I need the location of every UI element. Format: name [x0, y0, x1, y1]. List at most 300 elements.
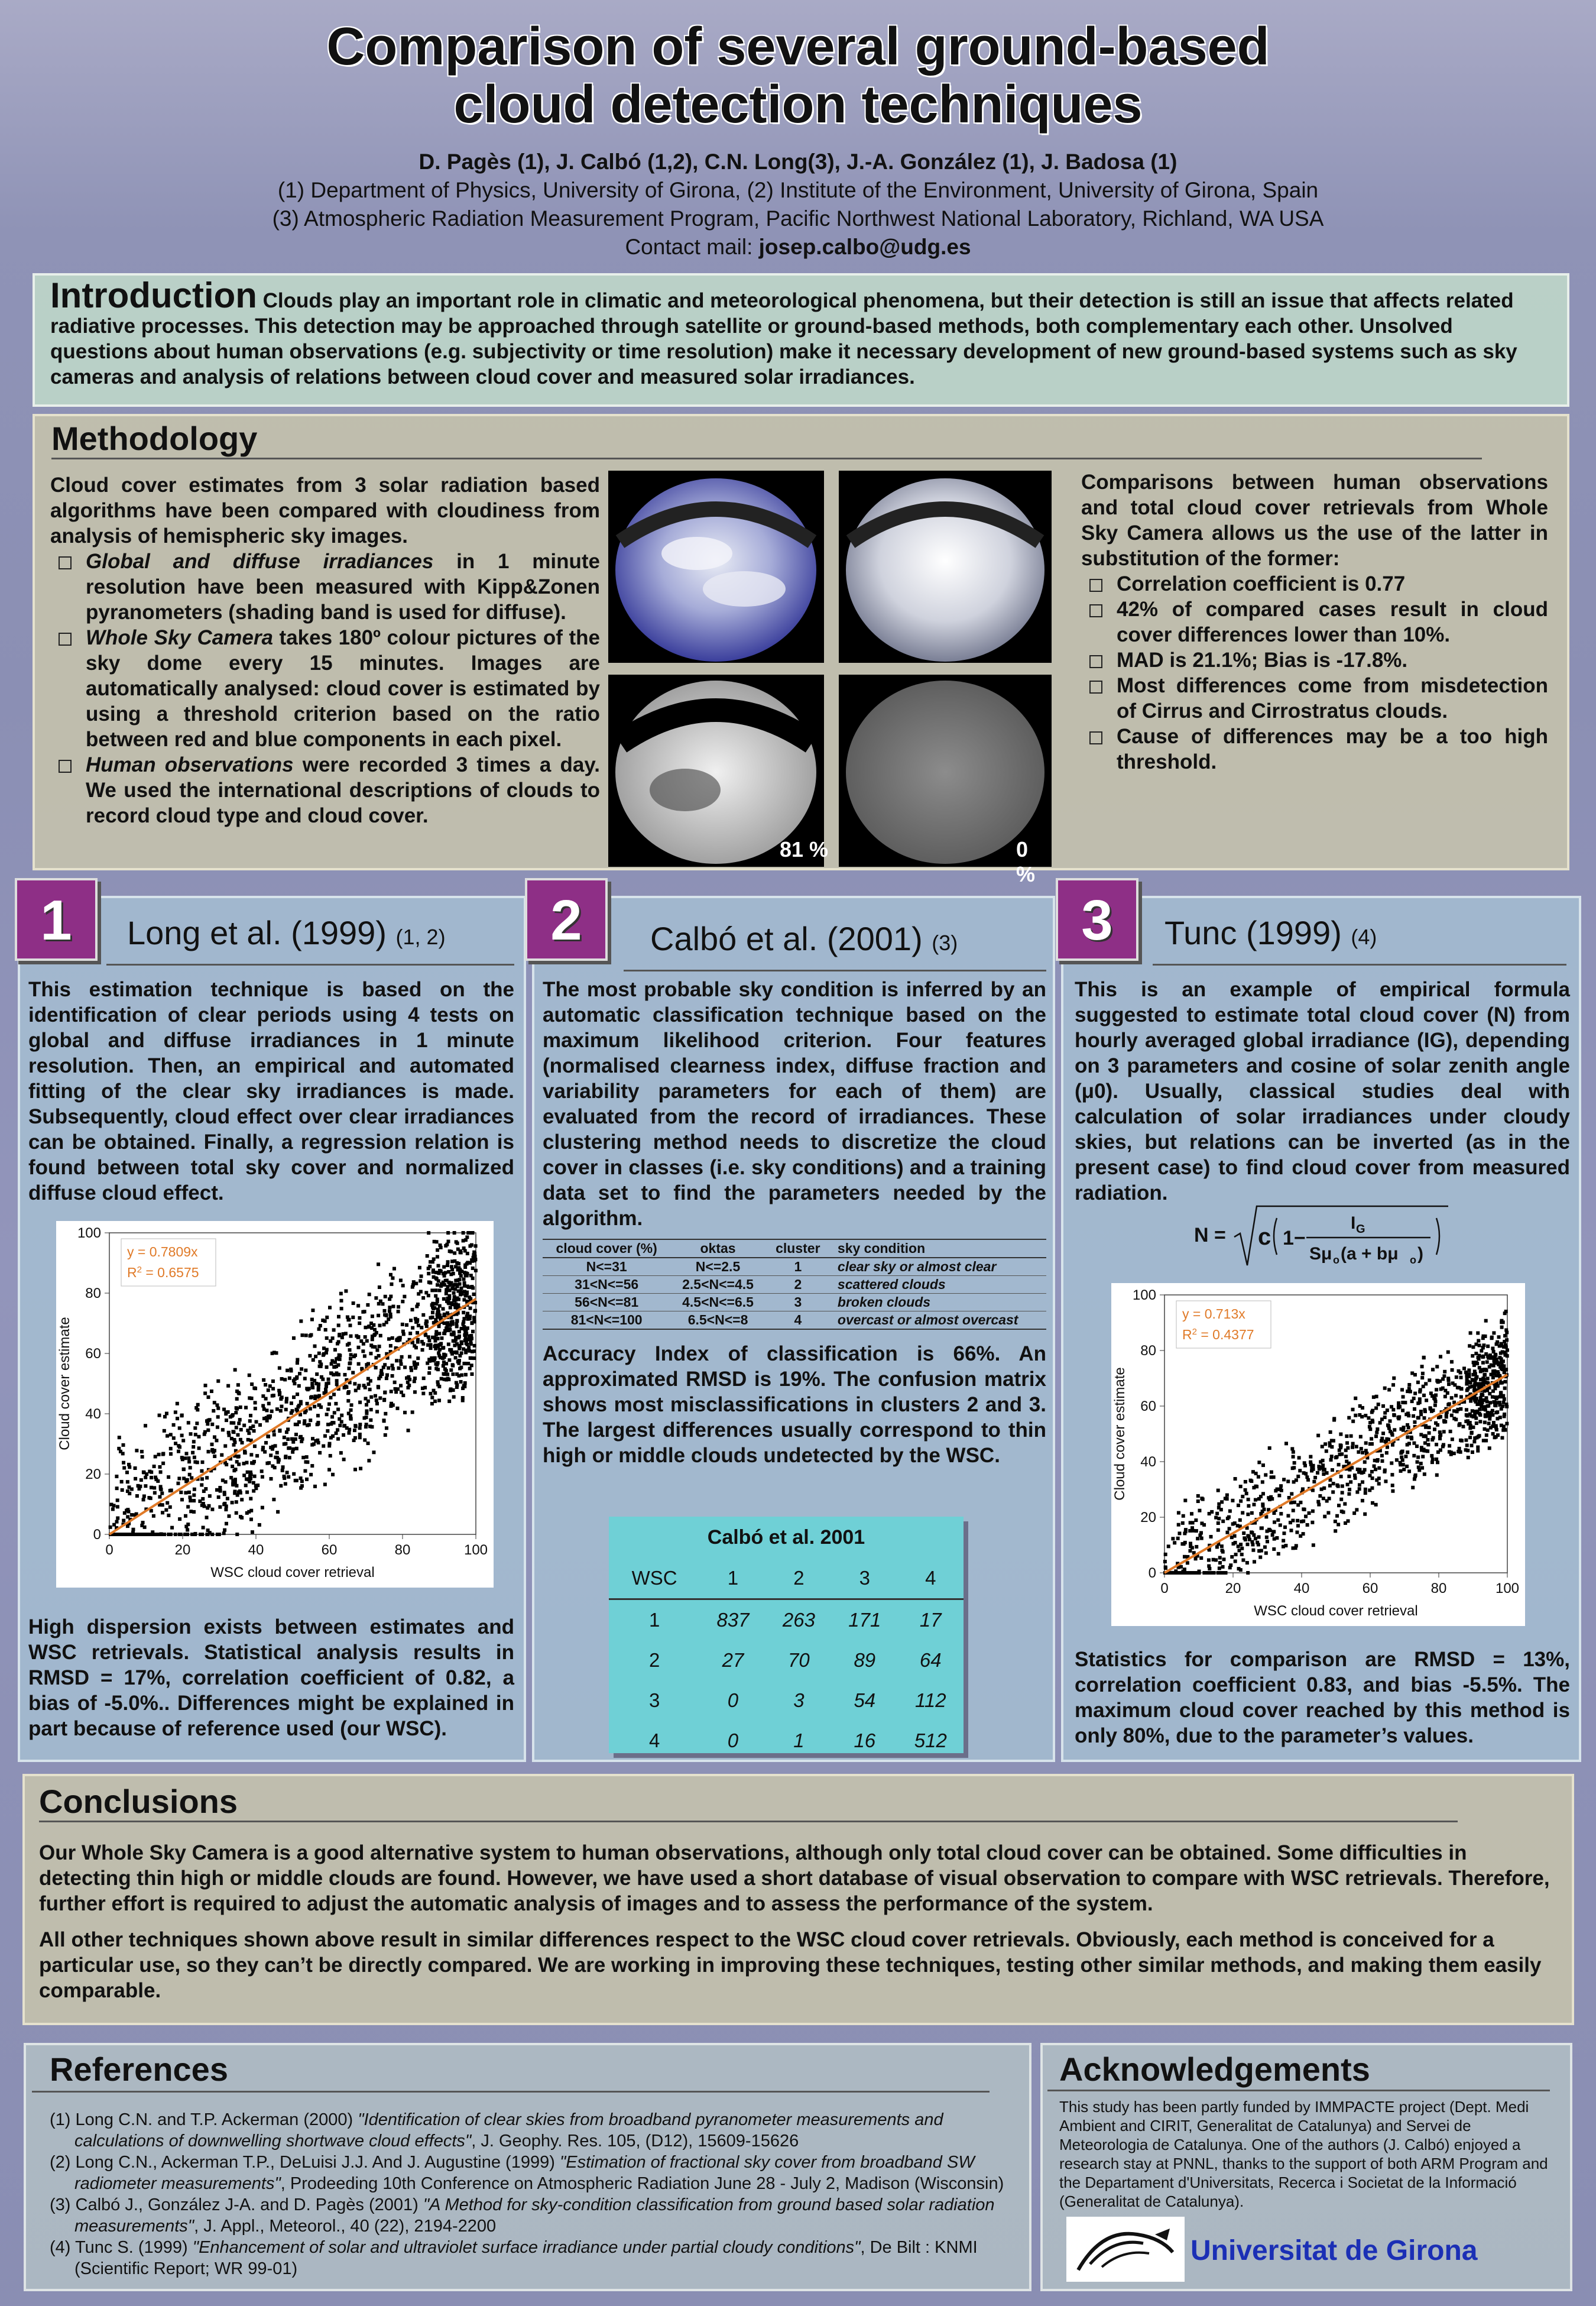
data-point	[231, 1501, 234, 1504]
data-point	[1468, 1421, 1472, 1424]
data-point	[1492, 1363, 1496, 1367]
data-point	[335, 1357, 338, 1361]
data-point	[245, 1491, 249, 1494]
data-point	[202, 1489, 206, 1493]
data-point	[265, 1462, 269, 1465]
data-point	[264, 1383, 267, 1387]
data-point	[1409, 1390, 1412, 1393]
data-point	[1299, 1534, 1302, 1538]
data-point	[208, 1494, 212, 1498]
data-point	[1404, 1455, 1407, 1458]
data-point	[126, 1524, 129, 1528]
contact-email[interactable]: josep.calbo@udg.es	[758, 235, 971, 259]
data-point	[195, 1421, 199, 1425]
data-point	[399, 1359, 403, 1362]
data-point	[348, 1324, 352, 1327]
data-point	[1351, 1442, 1355, 1446]
data-point	[1472, 1440, 1476, 1443]
data-point	[279, 1409, 283, 1413]
data-point	[451, 1372, 455, 1376]
data-point	[1273, 1520, 1276, 1524]
data-point	[1229, 1563, 1232, 1567]
data-point	[1350, 1434, 1353, 1438]
data-point	[1246, 1534, 1250, 1537]
data-point	[205, 1515, 209, 1519]
data-point	[284, 1455, 287, 1458]
data-point	[410, 1369, 413, 1372]
data-point	[235, 1406, 238, 1410]
data-point	[1344, 1521, 1347, 1525]
data-point	[1218, 1566, 1221, 1570]
data-point	[1464, 1448, 1468, 1452]
data-point	[462, 1246, 466, 1250]
data-point	[450, 1352, 454, 1356]
data-point	[469, 1340, 472, 1343]
data-point	[417, 1324, 420, 1327]
data-point	[363, 1438, 366, 1442]
data-point	[1171, 1537, 1175, 1540]
data-point	[1495, 1401, 1498, 1404]
data-point	[1329, 1430, 1332, 1434]
data-point	[1310, 1465, 1313, 1469]
data-point	[115, 1475, 118, 1478]
data-point	[186, 1533, 189, 1536]
data-point	[406, 1376, 409, 1379]
acknowledgements-text: This study has been partly funded by IMMPACTE project (Dept. Medi Ambient and CIRIT, Generalitat de Catalunya) and Servei de Meteorologia de Catalunya. One of the authors (J. Calbó) enjoyed a research stay at PNNL, thanks to the support of both ARM Program and the Departament d'Universitats, Recerca i Societat de la Informació (Generalitat de Catalunya).	[1059, 2098, 1548, 2210]
data-point	[1290, 1447, 1294, 1450]
data-point	[1488, 1446, 1491, 1450]
data-point	[445, 1362, 448, 1365]
data-point	[340, 1414, 343, 1417]
data-point	[1354, 1397, 1357, 1400]
data-point	[377, 1377, 381, 1380]
data-point	[1480, 1349, 1483, 1353]
data-point	[206, 1528, 210, 1532]
data-point	[1357, 1450, 1360, 1454]
table-row: 4 0 1 16 512	[648, 1730, 947, 1751]
data-point	[474, 1244, 478, 1248]
data-point	[1261, 1480, 1264, 1484]
data-point	[122, 1519, 125, 1523]
contact-label: Contact mail:	[625, 235, 759, 259]
data-point	[452, 1291, 456, 1295]
data-point	[262, 1407, 266, 1411]
data-point	[196, 1403, 200, 1407]
data-point	[342, 1433, 345, 1437]
data-point	[284, 1442, 287, 1446]
data-point	[154, 1455, 157, 1458]
data-point	[1220, 1544, 1224, 1548]
data-point	[163, 1429, 166, 1433]
data-point	[218, 1505, 222, 1509]
data-point	[322, 1445, 325, 1448]
data-point	[1494, 1411, 1498, 1414]
data-point	[445, 1369, 448, 1372]
data-point	[278, 1391, 281, 1395]
data-point	[1163, 1560, 1167, 1563]
data-point	[430, 1396, 434, 1400]
data-point	[434, 1362, 438, 1366]
data-point	[187, 1456, 190, 1460]
data-point	[436, 1248, 439, 1252]
data-point	[194, 1433, 197, 1436]
data-point	[440, 1282, 443, 1285]
data-point	[441, 1356, 445, 1360]
data-point	[1323, 1468, 1326, 1471]
data-point	[359, 1339, 363, 1343]
data-point	[368, 1388, 372, 1391]
data-point	[1489, 1426, 1493, 1430]
data-point	[242, 1473, 246, 1477]
data-point	[378, 1396, 382, 1400]
data-point	[244, 1451, 247, 1455]
data-point	[466, 1362, 470, 1365]
data-point	[310, 1318, 314, 1322]
data-point	[316, 1414, 320, 1417]
data-point	[1447, 1382, 1451, 1386]
data-point	[1345, 1441, 1349, 1445]
y-axis-label: Cloud cover estimate	[57, 1317, 73, 1450]
data-point	[1202, 1571, 1206, 1575]
data-point	[176, 1402, 179, 1405]
data-point	[1298, 1469, 1302, 1472]
data-point	[169, 1533, 173, 1536]
data-point	[1170, 1571, 1173, 1575]
data-point	[463, 1381, 467, 1385]
data-point	[472, 1320, 476, 1323]
data-point	[427, 1294, 430, 1297]
data-point	[1481, 1361, 1485, 1365]
data-point	[1420, 1466, 1424, 1470]
data-point	[363, 1310, 366, 1313]
data-point	[1505, 1338, 1509, 1342]
data-point	[443, 1271, 447, 1275]
conclusions-panel	[22, 1774, 1574, 2025]
data-point	[1364, 1488, 1367, 1491]
data-point	[1477, 1385, 1481, 1388]
data-point	[446, 1260, 450, 1264]
data-point	[367, 1325, 371, 1329]
university-name: Universitat de Girona	[1190, 2235, 1478, 2266]
data-point	[1469, 1381, 1472, 1384]
data-point	[1391, 1484, 1394, 1487]
data-point	[1282, 1539, 1285, 1543]
data-point	[429, 1281, 432, 1284]
data-point	[254, 1401, 257, 1404]
data-point	[1442, 1430, 1446, 1433]
data-point	[474, 1269, 478, 1272]
data-point	[205, 1419, 209, 1423]
data-point	[392, 1267, 396, 1271]
data-point	[1311, 1510, 1315, 1513]
data-point	[368, 1293, 371, 1296]
data-point	[338, 1424, 342, 1427]
affiliation-1: (1) Department of Physics, University of Girona, (2) Institute of the Environment, University of Girona, Spain	[277, 178, 1319, 202]
data-point	[210, 1443, 213, 1446]
data-point	[1445, 1413, 1448, 1417]
data-point	[373, 1333, 377, 1336]
data-point	[434, 1318, 437, 1322]
data-point	[365, 1416, 368, 1419]
data-point	[1413, 1373, 1417, 1377]
data-point	[280, 1395, 284, 1399]
data-point	[1226, 1517, 1230, 1520]
data-point	[346, 1391, 350, 1395]
data-point	[1277, 1552, 1280, 1556]
data-point	[1360, 1447, 1363, 1450]
data-point	[1293, 1461, 1296, 1465]
data-point	[128, 1465, 131, 1469]
data-point	[1380, 1454, 1384, 1458]
data-point	[471, 1277, 475, 1280]
data-point	[235, 1460, 239, 1463]
data-point	[447, 1342, 450, 1346]
data-point	[1387, 1388, 1391, 1391]
data-point	[283, 1475, 286, 1478]
data-point	[358, 1322, 361, 1325]
data-point	[1478, 1354, 1481, 1358]
data-point	[426, 1361, 429, 1365]
data-point	[280, 1377, 284, 1381]
data-point	[384, 1412, 387, 1416]
data-point	[330, 1359, 334, 1363]
data-point	[231, 1413, 235, 1417]
data-point	[1471, 1409, 1474, 1413]
data-point	[116, 1516, 119, 1520]
data-point	[471, 1350, 474, 1353]
data-point	[1267, 1528, 1271, 1531]
data-point	[312, 1442, 316, 1446]
data-point	[435, 1240, 439, 1243]
data-point	[1443, 1395, 1447, 1398]
data-point	[1212, 1558, 1215, 1562]
data-point	[1494, 1395, 1497, 1399]
data-point	[150, 1471, 153, 1474]
data-point	[1183, 1571, 1186, 1575]
data-point	[1302, 1520, 1305, 1523]
svg-text:N =: N =	[1194, 1224, 1226, 1246]
data-point	[338, 1358, 342, 1361]
data-point	[1268, 1446, 1271, 1450]
acknowledgements-panel	[1040, 2043, 1572, 2291]
data-point	[1326, 1511, 1330, 1515]
data-point	[397, 1305, 400, 1309]
data-point	[1297, 1456, 1301, 1459]
data-point	[1196, 1499, 1200, 1503]
data-point	[164, 1508, 168, 1512]
y-tick-label: 100	[77, 1225, 101, 1241]
data-point	[1504, 1343, 1507, 1347]
data-point	[1194, 1518, 1198, 1522]
data-point	[1383, 1469, 1387, 1472]
data-point	[261, 1448, 265, 1452]
data-point	[236, 1433, 239, 1437]
data-point	[349, 1414, 352, 1418]
data-point	[418, 1266, 421, 1269]
table-row: 2 27 70 89 64	[648, 1649, 942, 1671]
cluster-table-wrap	[543, 1239, 1046, 1330]
data-point	[274, 1444, 277, 1447]
data-point	[427, 1272, 430, 1275]
data-point	[206, 1506, 209, 1510]
data-point	[369, 1343, 373, 1347]
data-point	[1397, 1417, 1400, 1420]
data-point	[342, 1424, 346, 1428]
data-point	[1296, 1524, 1300, 1527]
data-point	[176, 1482, 180, 1485]
data-point	[299, 1319, 303, 1323]
data-point	[285, 1400, 288, 1404]
data-point	[272, 1498, 275, 1501]
data-point	[318, 1360, 322, 1363]
data-point	[455, 1385, 459, 1389]
data-point	[382, 1398, 386, 1401]
data-point	[1484, 1319, 1488, 1323]
data-point	[1217, 1517, 1221, 1520]
data-point	[1484, 1381, 1487, 1384]
data-point	[1471, 1450, 1474, 1454]
x-tick-label: 20	[1225, 1580, 1241, 1596]
data-point	[237, 1455, 241, 1458]
data-point	[284, 1408, 288, 1411]
data-point	[459, 1287, 463, 1290]
data-point	[223, 1445, 227, 1448]
data-point	[150, 1476, 153, 1479]
data-point	[453, 1251, 456, 1255]
data-point	[339, 1299, 343, 1303]
data-point	[348, 1361, 352, 1365]
data-point	[261, 1404, 265, 1407]
data-point	[304, 1369, 307, 1372]
data-point	[1200, 1537, 1204, 1540]
data-point	[358, 1433, 362, 1436]
data-point	[1489, 1373, 1493, 1377]
data-point	[197, 1446, 201, 1450]
data-point	[401, 1300, 404, 1303]
data-point	[1457, 1423, 1461, 1427]
data-point	[1383, 1387, 1387, 1390]
data-point	[1491, 1376, 1495, 1379]
data-point	[183, 1456, 187, 1460]
data-point	[449, 1306, 452, 1309]
data-point	[434, 1302, 438, 1306]
data-point	[458, 1335, 461, 1338]
data-point	[1414, 1473, 1417, 1477]
data-point	[235, 1397, 239, 1401]
data-point	[430, 1402, 434, 1405]
data-point	[1500, 1357, 1503, 1361]
section-2-divider	[624, 970, 1046, 971]
data-point	[1370, 1437, 1373, 1440]
data-point	[135, 1494, 139, 1498]
data-point	[1417, 1416, 1420, 1420]
data-point	[1309, 1460, 1312, 1464]
data-point	[1257, 1475, 1260, 1479]
data-point	[1485, 1361, 1489, 1364]
data-point	[168, 1505, 172, 1509]
data-point	[382, 1366, 385, 1369]
data-point	[161, 1511, 164, 1514]
cm-header-row: WSC 1 2 3 4	[609, 1558, 964, 1599]
data-point	[144, 1484, 147, 1488]
data-point	[470, 1372, 473, 1376]
data-point	[430, 1288, 434, 1292]
data-point	[225, 1418, 228, 1422]
data-point	[1271, 1533, 1274, 1537]
data-point	[278, 1429, 281, 1433]
data-point	[456, 1296, 459, 1300]
data-point	[371, 1337, 374, 1341]
data-point	[403, 1411, 407, 1414]
data-point	[285, 1397, 288, 1400]
data-point	[1485, 1369, 1488, 1372]
data-point	[174, 1410, 177, 1414]
data-point	[1242, 1531, 1245, 1535]
data-point	[1329, 1458, 1333, 1462]
data-point	[152, 1514, 155, 1518]
data-point	[1198, 1533, 1202, 1537]
data-point	[176, 1417, 179, 1420]
data-point	[352, 1301, 355, 1305]
data-point	[215, 1488, 219, 1492]
data-point	[206, 1533, 210, 1536]
data-point	[349, 1335, 352, 1338]
data-point	[1334, 1520, 1337, 1523]
data-point	[453, 1306, 457, 1309]
data-point	[1492, 1331, 1496, 1335]
data-point	[1499, 1391, 1503, 1394]
cluster-table	[543, 1240, 1046, 1330]
data-point	[1358, 1413, 1361, 1417]
data-point	[1199, 1556, 1203, 1560]
y-tick-label: 40	[85, 1406, 101, 1422]
data-point	[1264, 1473, 1267, 1477]
data-point	[1422, 1447, 1426, 1451]
data-point	[469, 1334, 473, 1337]
data-point	[446, 1264, 449, 1267]
data-point	[291, 1447, 295, 1451]
data-point	[169, 1433, 173, 1436]
data-point	[1477, 1339, 1480, 1343]
data-point	[216, 1426, 219, 1429]
data-point	[180, 1414, 183, 1417]
data-point	[1500, 1395, 1503, 1398]
data-point	[1484, 1352, 1488, 1356]
data-point	[1254, 1537, 1257, 1540]
data-point	[249, 1509, 253, 1512]
data-point	[314, 1395, 317, 1398]
section-1-text: This estimation technique is based on the identification of clear periods using 4 tests on global and diffuse irradiances in 1 minute resolution. Then, an empirical and automated fitting of the clear sky irradiances is made. Subsequently, cloud effect over clear irradiances can be obtained. Finally, a regression relation is found between total sky cover and normalized diffuse cloud effect.	[28, 978, 514, 1204]
data-point	[200, 1469, 203, 1473]
data-point	[1257, 1460, 1261, 1464]
data-point	[1286, 1514, 1290, 1518]
data-point	[342, 1458, 346, 1461]
data-point	[1446, 1391, 1449, 1395]
data-point	[231, 1482, 235, 1486]
data-point	[200, 1533, 204, 1536]
data-point	[280, 1405, 283, 1408]
data-point	[464, 1350, 468, 1354]
data-point	[1295, 1478, 1298, 1482]
table-row: 1 837 263 171 17	[648, 1609, 942, 1631]
data-point	[364, 1335, 367, 1339]
data-point	[326, 1429, 329, 1433]
data-point	[411, 1326, 414, 1330]
data-point	[252, 1429, 256, 1433]
data-point	[1354, 1414, 1357, 1417]
data-point	[251, 1530, 254, 1534]
data-point	[1474, 1372, 1477, 1375]
